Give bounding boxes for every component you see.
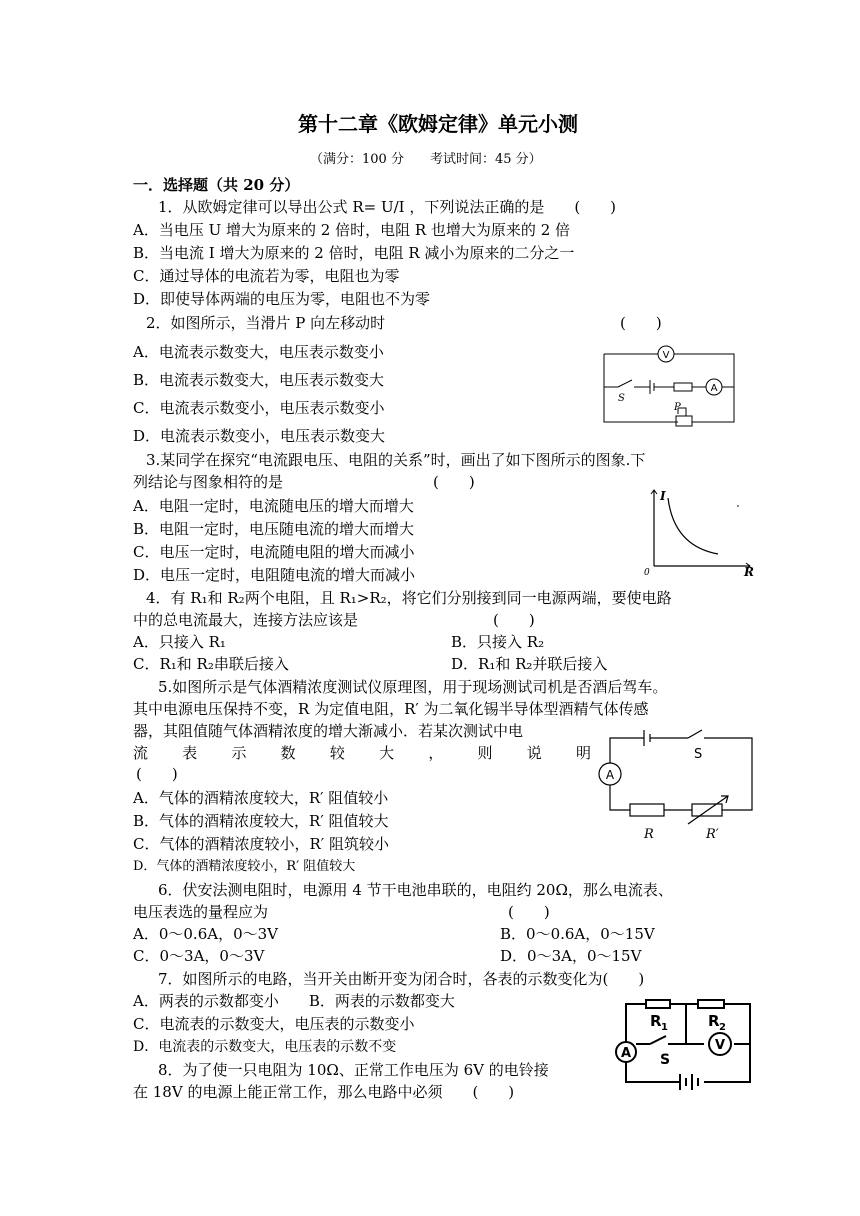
q7-stem: 7．如图所示的电路，当开关由断开变为闭合时，各表的示数变化为( ) [158, 970, 645, 988]
q6-option-b: B．0～0.6A，0～15V [500, 925, 655, 943]
q4-option-c: C．R₁和 R₂串联后接入 [133, 655, 289, 673]
q3-x-axis-label: R [744, 565, 754, 576]
q6-option-d: D．0～3A，0～15V [500, 947, 642, 965]
q2-option-b: B．电流表示数变大，电压表示数变大 [133, 371, 385, 389]
q3-y-axis-label: I [660, 489, 666, 503]
q3-graph-figure [640, 484, 758, 576]
q5-word: 说 [526, 744, 542, 762]
q7-switch-label: S [660, 1052, 671, 1068]
q4-option-a: A．只接入 R₁ [133, 633, 226, 651]
q2-voltmeter-label: V [662, 350, 670, 361]
q2-ammeter-label: A [710, 383, 718, 394]
q2-circuit-figure [598, 344, 740, 430]
q4-option-d: D．R₁和 R₂并联后接入 [451, 655, 608, 673]
q7-circuit-figure [604, 992, 758, 1096]
q7-voltmeter-label: V [714, 1038, 726, 1053]
q5-ammeter-label: A [605, 768, 615, 782]
q1-option-c: C．通过导体的电流若为零，电阻也为零 [133, 267, 400, 285]
q1-option-b: B．当电流 I 增大为原来的 2 倍时，电阻 R 减小为原来的二分之一 [133, 244, 575, 262]
q2-option-a: A．电流表示数变大，电压表示数变小 [133, 343, 384, 361]
q5-stem-line4 [133, 743, 591, 763]
q4-stem-line1: 4．有 R₁和 R₂两个电阻，且 R₁>R₂，将它们分别接到同一电源两端，要使电路 [146, 589, 672, 607]
q5-circuit-figure [592, 724, 760, 848]
q7-r1-label: R [650, 1012, 662, 1030]
q3-stem-line1: 3.某同学在探究“电流跟电压、电阻的关系”时，画出了如下图所示的图象.下 [146, 451, 646, 469]
section-heading: 一．选择题（共 20 分） [133, 176, 300, 194]
q7-r1-subscript: 1 [661, 1022, 668, 1033]
q2-option-c: C．电流表示数变小，电压表示数变小 [133, 399, 385, 417]
q2-paren: ( ) [620, 314, 662, 332]
q3-option-d: D．电压一定时，电阻随电流的增大而减小 [133, 566, 416, 584]
q2-switch-label: S [618, 393, 625, 404]
q5-paren: ( ) [136, 765, 178, 783]
q3-option-c: C．电压一定时，电流随电阻的增大而减小 [133, 543, 415, 561]
q3-stem-line2: 列结论与图象相符的是 ( ) [133, 473, 475, 491]
page-subtitle: （满分：100 分 考试时间：45 分） [310, 152, 542, 167]
q4-stem-line2: 中的总电流最大，连接方法应该是 ( ) [133, 611, 535, 629]
q5-option-a: A．气体的酒精浓度较大，R′ 阻值较小 [133, 789, 389, 807]
q7-option-ab: A．两表的示数都变小 B．两表的示数都变大 [133, 992, 455, 1010]
q5-word: 示 [231, 744, 247, 762]
q5-stem-line3: 器，其阻值随气体酒精浓度的增大渐减小．若某次测试中电 [133, 722, 524, 740]
q5-word: 数 [280, 744, 296, 762]
q5-word: 流 [133, 744, 149, 762]
q5-stem-line1: 5.如图所示是气体酒精浓度测试仪原理图，用于现场测试司机是否酒后驾车。 [158, 678, 668, 696]
q5-word: 表 [182, 744, 198, 762]
q2-option-d: D．电流表示数变小，电压表示数变大 [133, 427, 386, 445]
q5-word: 明 [575, 744, 591, 762]
q4-option-b: B．只接入 R₂ [451, 633, 545, 651]
q7-r2-label: R [708, 1012, 720, 1030]
q1-option-d: D．即使导体两端的电压为零，电阻也不为零 [133, 290, 431, 308]
q5-option-c: C．气体的酒精浓度较小，R′ 阻筑较小 [133, 835, 389, 853]
q7-ammeter-label: A [620, 1046, 632, 1061]
q5-option-d: D．气体的酒精浓度较小，R′ 阻值较大 [133, 859, 356, 874]
q8-stem-line1: 8．为了使一只电阻为 10Ω、正常工作电压为 6V 的电铃接 [158, 1061, 549, 1079]
q1-stem: 1．从欧姆定律可以导出公式 R= U/I ，下列说法正确的是 ( ) [158, 198, 617, 216]
q5-option-b: B．气体的酒精浓度较大，R′ 阻值较大 [133, 812, 389, 830]
q6-stem-line1: 6．伏安法测电阻时，电源用 4 节干电池串联的，电阻约 20Ω，那么电流表、 [158, 881, 673, 899]
q5-resistor-label: R [644, 827, 654, 842]
q7-r2-subscript: 2 [719, 1022, 726, 1033]
q6-stem-line2: 电压表选的量程应为 ( ) [133, 903, 550, 921]
q2-stem: 2．如图所示，当滑片 P 向左移动时 [146, 314, 386, 332]
q5-word: 大 [379, 744, 395, 762]
q3-origin-label: 0 [644, 568, 650, 576]
q7-option-d: D．电流表的示数变大，电压表的示数不变 [133, 1039, 397, 1055]
page-title: 第十二章《欧姆定律》单元小测 [298, 112, 578, 136]
q8-stem-line2: 在 18V 的电源上能正常工作，那么电路中必须 ( ) [133, 1083, 515, 1101]
q6-option-c: C．0～3A，0～3V [133, 947, 265, 965]
q5-sensor-label: R′ [706, 827, 719, 842]
q7-option-c: C．电流表的示数变大，电压表的示数变小 [133, 1015, 415, 1033]
q5-switch-label: S [694, 747, 703, 762]
q3-option-a: A．电阻一定时，电流随电压的增大而增大 [133, 497, 414, 515]
q3-option-b: B．电阻一定时，电压随电流的增大而增大 [133, 520, 415, 538]
q5-word: ， [428, 744, 444, 762]
q2-slider-label: P [674, 402, 681, 413]
q5-word: 则 [477, 744, 493, 762]
q5-word: 较 [329, 744, 345, 762]
q6-option-a: A．0～0.6A，0～3V [133, 925, 278, 943]
q5-stem-line2: 其中电源电压保持不变，R 为定值电阻，R′ 为二氧化锡半导体型酒精气体传感 [133, 700, 649, 718]
q1-option-a: A．当电压 U 增大为原来的 2 倍时，电阻 R 也增大为原来的 2 倍 [133, 221, 571, 239]
